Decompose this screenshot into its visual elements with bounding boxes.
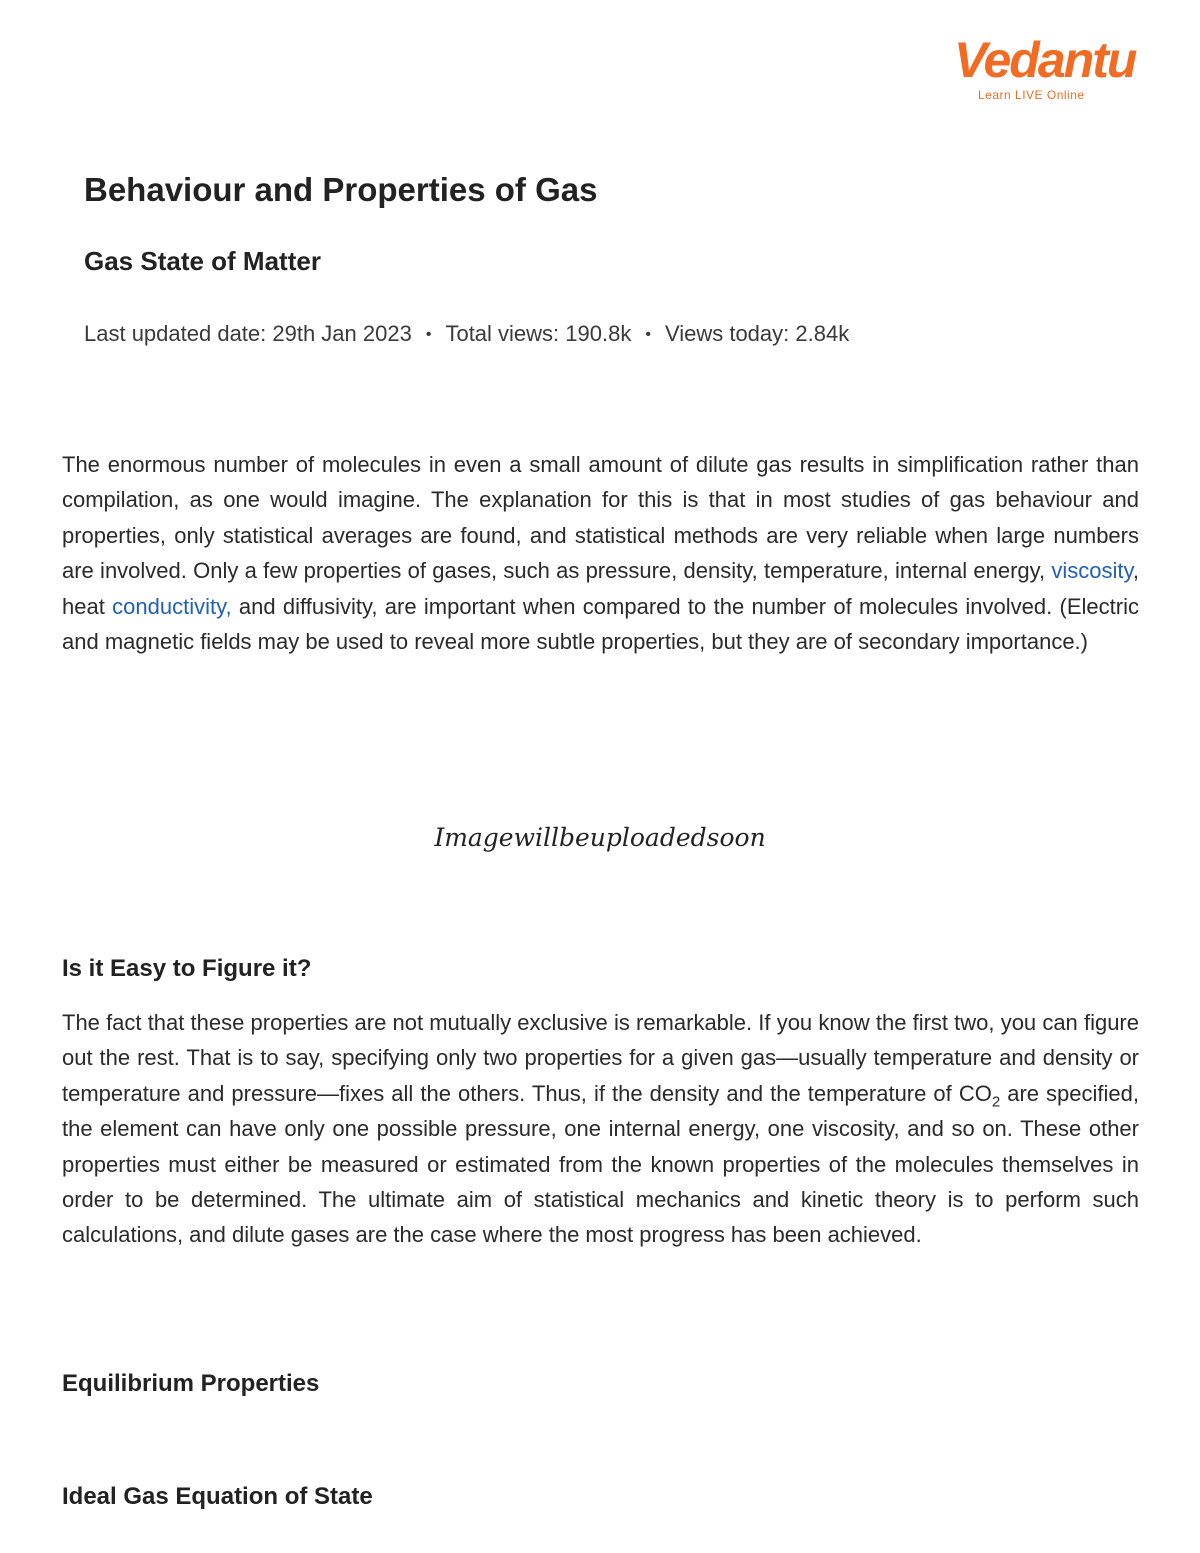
- vedantu-logo[interactable]: [954, 30, 1136, 110]
- total-views: Total views: 190.8k: [445, 321, 632, 346]
- easy-text: The fact that these properties are not mutually exclusive is remarkable. If you know the first two, you can figure out the rest. That is to say, specifying only two properties for a given gas—usually temperature and density or temperature and pressure—fixes all the others. Thus, if the density and the temperature of: [62, 1010, 1139, 1106]
- section-heading-ideal-gas: Ideal Gas Equation of State: [62, 1483, 373, 1510]
- formula-subscript: 2: [991, 1093, 1001, 1111]
- intro-text: The enormous number of molecules in even a small amount of dilute gas results in simplification rather than compilation, as one would imagine. The explanation for this is that in most studies of gas behaviour and properties, only statistical averages are found, and statistical methods are very reliable when large numbers are involved. Only a few properties of gases, such as pressure, density, temperature, internal energy,: [62, 452, 1139, 584]
- image-placeholder: Imagewillbeuploadedsoon: [434, 823, 766, 852]
- views-today: Views today: 2.84k: [664, 321, 850, 346]
- formula-base: CO: [958, 1080, 992, 1106]
- last-updated-date: Last updated date: 29th Jan 2023: [84, 321, 412, 346]
- article-meta: [84, 319, 849, 350]
- section-heading-equilibrium: Equilibrium Properties: [62, 1370, 320, 1397]
- logo-tagline: Learn LIVE Online: [978, 88, 1085, 102]
- conductivity-link[interactable]: conductivity,: [112, 593, 232, 619]
- intro-text: and diffusivity, are important when compared to the number of molecules involved. (Electric and magnetic fields may be used to reveal more subtle properties, but they are of secondary importance.): [62, 593, 1139, 655]
- section-heading-easy: Is it Easy to Figure it?: [62, 955, 312, 982]
- intro-paragraph: [62, 447, 1139, 659]
- co2-formula: [958, 1080, 1001, 1111]
- intro-text: , heat: [62, 558, 1139, 619]
- logo-wordmark: Vedantu: [954, 32, 1136, 88]
- page-subtitle: Gas State of Matter: [84, 246, 321, 276]
- easy-paragraph: [62, 1005, 1139, 1253]
- page-title: Behaviour and Properties of Gas: [84, 171, 598, 208]
- viscosity-link[interactable]: viscosity: [1051, 558, 1133, 584]
- meta-separator: •: [645, 326, 651, 343]
- easy-text: are specified, the element can have only one possible pressure, one internal energy, one viscosity, and so on. These other properties must either be measured or estimated from the known properties of the molecules themselves in order to be determined. The ultimate aim of statistical mechanics and kinetic theory is to perform such calculations, and dilute gases are the case where the most progress has been achieved.: [62, 1080, 1139, 1248]
- meta-separator: •: [425, 326, 432, 343]
